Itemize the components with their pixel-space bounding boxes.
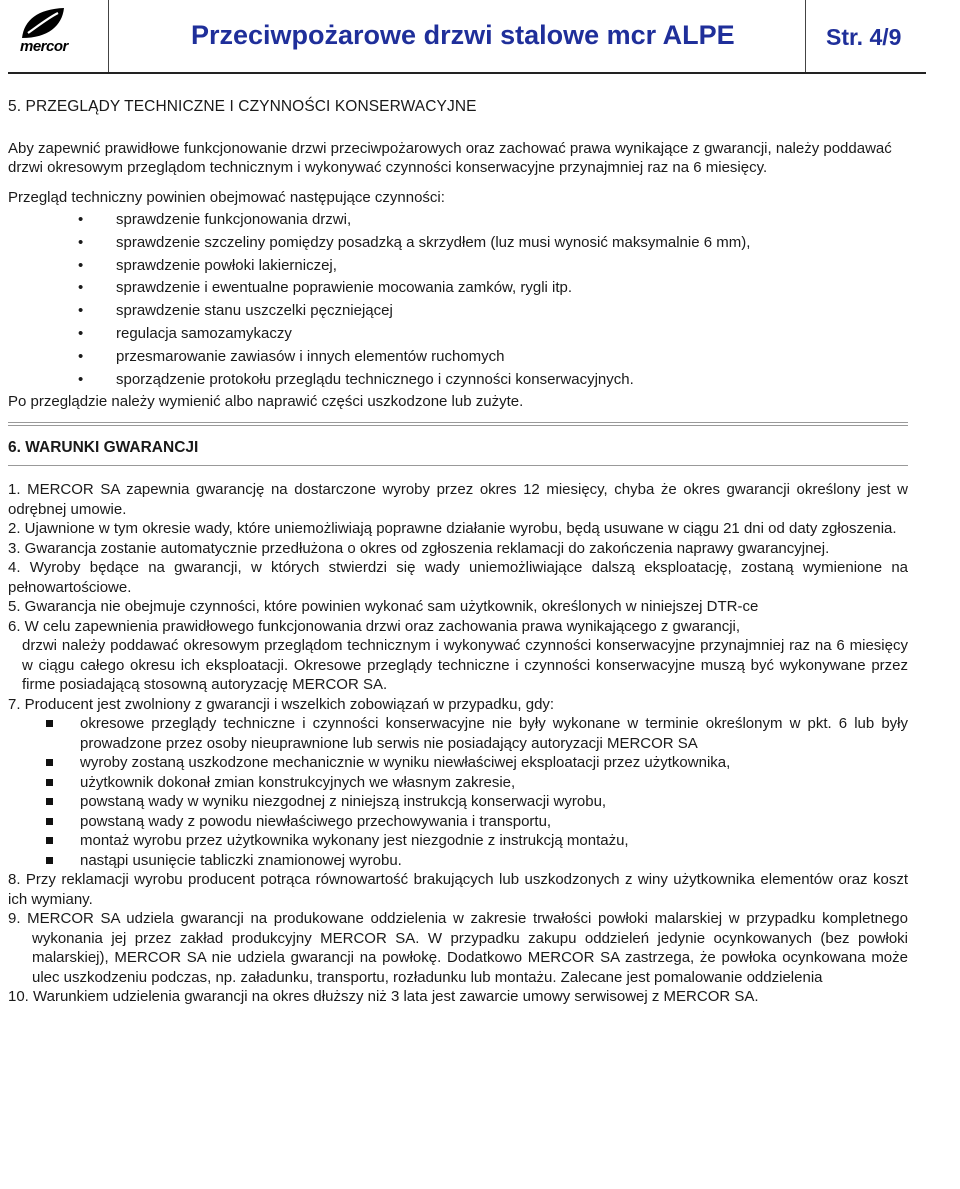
list-item: montaż wyrobu przez użytkownika wykonany jest niezgodnie z instrukcją montażu, bbox=[8, 831, 908, 851]
list-item: nastąpi usunięcie tabliczki znamionowej wyrobu. bbox=[8, 851, 908, 871]
warranty-point-6-rest: drzwi należy poddawać okresowym przeglądom technicznym i wykonywać czynności konserwacyjne przynajmniej raz na 6 miesięcy w ciągu całego okresu ich eksploatacji. Okresowe przeglądy techniczne i czynności konserwacyjne muszą być wykonywane przez firme posiadającą stosowną autoryzację MERCOR SA. bbox=[22, 637, 908, 694]
warranty-point-4: 4. Wyroby będące na gwarancji, w których stwierdzi się wady uniemożliwiające dalszą eksploatację, zostaną wymienione na pełnowartościowe. bbox=[8, 559, 908, 596]
document-title: Przeciwpożarowe drzwi stalowe mcr ALPE bbox=[191, 20, 735, 50]
document-title-cell bbox=[109, 0, 806, 72]
logo-text: mercor bbox=[20, 38, 68, 55]
section-5-closing: Po przeglądzie należy wymienić albo naprawić części uszkodzone lub zużyte. bbox=[8, 393, 524, 411]
page-content bbox=[8, 80, 908, 1007]
list-item: powstaną wady w wyniku niezgodnej z niniejszą instrukcją konserwacji wyrobu, bbox=[8, 792, 908, 812]
exclusion-list bbox=[8, 714, 908, 870]
list-item: • sprawdzenie powłoki lakierniczej, bbox=[8, 256, 908, 276]
warranty-point-1: 1. MERCOR SA zapewnia gwarancję na dostarczone wyroby przez okres 12 miesięcy, chyba że okres gwarancji określony jest w odrębnej umowie. bbox=[8, 481, 908, 518]
warranty-point-6-first: 6. W celu zapewnienia prawidłowego funkcjonowania drzwi oraz zachowania prawa wynikającego z gwarancji, bbox=[8, 617, 741, 635]
inspection-list bbox=[8, 210, 908, 389]
list-item: • sprawdzenie stanu uszczelki pęczniejącej bbox=[8, 301, 908, 321]
list-item: • przesmarowanie zawiasów i innych elementów ruchomych bbox=[8, 347, 908, 367]
list-item: powstaną wady z powodu niewłaściwego przechowywania i transportu, bbox=[8, 812, 908, 832]
list-item: okresowe przeglądy techniczne i czynności konserwacyjne nie były wykonane w terminie określonym w pkt. 6 lub były prowadzone przez osoby nieuprawnione lub serwis nie posiadający autoryzacji MERCOR SA bbox=[8, 714, 908, 753]
warranty-point-7: 7. Producent jest zwolniony z gwarancji i wszelkich zobowiązań w przypadku, gdy: bbox=[8, 695, 555, 713]
page-header bbox=[8, 0, 926, 72]
list-item: wyroby zostaną uszkodzone mechanicznie w wyniku niewłaściwej eksploatacji przez użytkownika, bbox=[8, 753, 908, 773]
list-item: użytkownik dokonał zmian konstrukcyjnych we własnym zakresie, bbox=[8, 773, 908, 793]
mercor-leaf-icon bbox=[18, 6, 68, 40]
warranty-point-9: 9. MERCOR SA udziela gwarancji na produkowane oddzielenia w zakresie trwałości powłoki malarskiej w przypadku kompletnego wykonania jej przez zakład produkcyjny MERCOR SA. W przypadku zakupu oddzieleń jedynie ocynkowanych (bez powłoki malarskiej), MERCOR SA nie udziela gwarancji na powłokę. Dodatkowo MERCOR SA zastrzega, że powłoka ocynkowana może ulec uszkodzeniu podczas, np. załadunku, transportu, rozładunku lub montażu. Zalecane jest pomalowanie oddzielenia bbox=[8, 910, 908, 986]
section-5-intro: Aby zapewnić prawidłowe funkcjonowanie drzwi przeciwpożarowych oraz zachować prawa wynikające z gwarancji, należy poddawać drzwi okresowym przeglądom technicznym i wykonywać czynności konserwacyjne przynajmniej raz na 6 miesięcy. bbox=[8, 139, 892, 176]
section-6-heading: 6. WARUNKI GWARANCJI bbox=[8, 438, 199, 456]
warranty-point-3: 3. Gwarancja zostanie automatycznie przedłużona o okres od zgłoszenia reklamacji do zakończenia naprawy gwarancyjnej. bbox=[8, 539, 830, 557]
warranty-point-2: 2. Ujawnione w tym okresie wady, które uniemożliwiają poprawne działanie wyrobu, będą usuwane w ciągu 21 dni od daty zgłoszenia. bbox=[8, 520, 897, 538]
warranty-point-10: 10. Warunkiem udzielenia gwarancji na okres dłuższy niż 3 lata jest zawarcie umowy serwisowej z MERCOR SA. bbox=[8, 988, 759, 1006]
section-5-heading: 5. PRZEGLĄDY TECHNICZNE I CZYNNOŚCI KONSERWACYJNE bbox=[8, 98, 477, 115]
list-item: • regulacja samozamykaczy bbox=[8, 324, 908, 344]
inspection-list-intro: Przegląd techniczny powinien obejmować następujące czynności: bbox=[8, 188, 445, 206]
section-divider bbox=[8, 422, 908, 426]
page-number-cell bbox=[806, 0, 926, 72]
list-item: • sprawdzenie funkcjonowania drzwi, bbox=[8, 210, 908, 230]
logo bbox=[8, 0, 109, 72]
list-item: • sprawdzenie szczeliny pomiędzy posadzką a skrzydłem (luz musi wynosić maksymalnie 6 mm), bbox=[8, 233, 908, 253]
warranty-point-5: 5. Gwarancja nie obejmuje czynności, które powinien wykonać sam użytkownik, określonych w niniejszej DTR-ce bbox=[8, 598, 759, 616]
list-item: • sporządzenie protokołu przeglądu technicznego i czynności konserwacyjnych. bbox=[8, 370, 908, 390]
list-item: • sprawdzenie i ewentualne poprawienie mocowania zamków, rygli itp. bbox=[8, 278, 908, 298]
warranty-point-8: 8. Przy reklamacji wyrobu producent potrąca równowartość brakujących lub uszkodzonych z winy użytkownika elementów oraz koszt ich wymiany. bbox=[8, 871, 908, 908]
page-number: Str. 4/9 bbox=[826, 24, 902, 50]
header-rule bbox=[8, 72, 926, 74]
